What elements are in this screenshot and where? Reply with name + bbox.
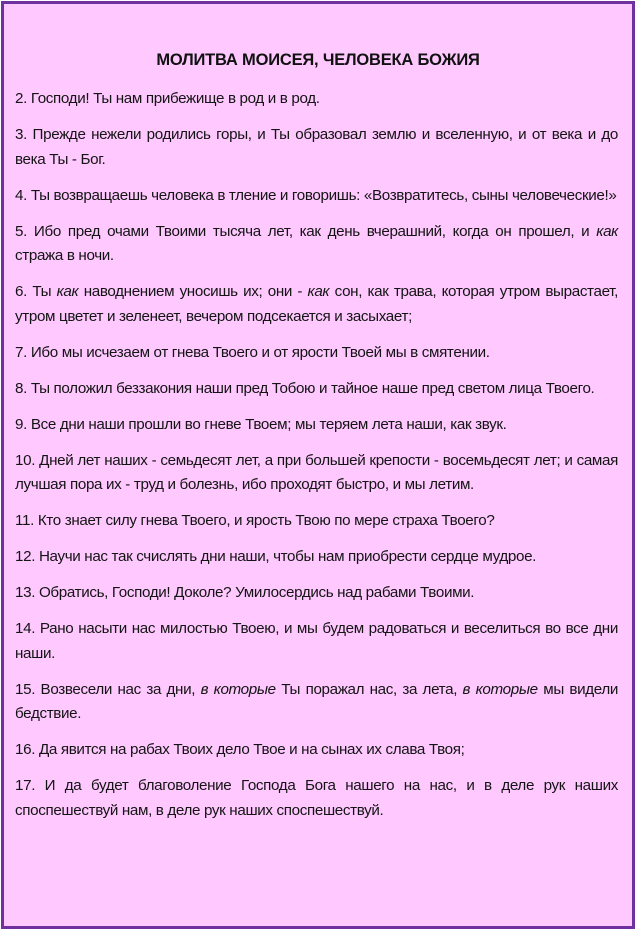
verse-text: Все дни наши прошли во гневе Твоем; мы теряем лета наши, как звук. — [30, 415, 507, 433]
verse-number: 3. — [15, 126, 33, 143]
verse-text: Ты поражал нас, за лета, — [275, 680, 463, 698]
verse-text: Ибо пред очами Твоими тысяча лет, как день вчерашний, когда он прошел, и — [33, 222, 597, 240]
verse-text: Господи! Ты нам прибежище в род и в род. — [30, 90, 320, 107]
verse-text: Ты — [32, 283, 57, 300]
verse-number: 10. — [15, 451, 40, 469]
verse-text: Ибо мы исчезаем от гнева Твоего и от ярости Твоей мы в смятении. — [30, 343, 490, 361]
verse-text: Научи нас так счислять дни наши, чтобы нам приобрести сердце мудрое. — [38, 548, 537, 565]
verse-number: 12. — [15, 548, 39, 565]
verse — [15, 581, 618, 606]
verse-text: Обратись, Господи! Доколе? Умилосердись над рабами Твоими. — [38, 584, 475, 601]
verse-number: 6. — [15, 283, 33, 300]
verse-text-italic: как — [596, 222, 618, 240]
verse — [15, 377, 618, 402]
verse-text: Дней лет наших - семьдесят лет, а при большей крепости - восемьдесят лет; и самая лучшая пора их - труд и болезнь, ибо проходят быстро, и мы летим. — [15, 451, 618, 493]
verse-number: 13. — [15, 584, 39, 601]
prayer-card — [1, 1, 635, 929]
verse-text-italic: как — [56, 283, 79, 300]
verse — [15, 774, 618, 823]
verse-number: 7. — [15, 343, 31, 361]
verse-text: наводнением уносишь их; они - — [78, 283, 308, 300]
verse — [15, 509, 618, 534]
verse-text: Рано насыти нас милостью Твоею, и мы будем радоваться и веселиться во все дни наши. — [15, 620, 618, 662]
verse — [15, 413, 618, 438]
verse — [15, 87, 618, 112]
verse-text: Прежде нежели родились горы, и Ты образовал землю и вселенную, и от века и до века Ты - Бог. — [15, 126, 619, 168]
verse-number: 5. — [15, 222, 34, 240]
verse — [15, 123, 618, 172]
verse-text: И да будет благоволение Господа Бога нашего на нас, и в деле рук наших споспешествуй нам, в деле рук наших споспешествуй. — [15, 777, 618, 819]
verse-number: 9. — [15, 415, 31, 433]
verse — [15, 341, 618, 366]
verse-text-italic: как — [307, 283, 330, 300]
page-title: МОЛИТВА МОИСЕЯ, ЧЕЛОВЕКА БОЖИЯ — [156, 51, 480, 69]
verse-text: мы видели бедствие. — [15, 680, 618, 722]
verse — [15, 220, 618, 269]
verse — [15, 280, 618, 329]
verse — [15, 678, 618, 727]
verse-number: 16. — [15, 741, 39, 758]
verse-text: Ты возвращаешь человека в тление и говоришь: «Возвратитесь, сыны человеческие!» — [30, 186, 617, 204]
verse-number: 8. — [15, 379, 31, 397]
verse — [15, 738, 618, 763]
verse — [15, 617, 618, 666]
verse-text: стража в ночи. — [15, 247, 114, 264]
verse-number: 2. — [15, 90, 31, 107]
verse-text: Да явится на рабах Твоих дело Твое и на сынах их слава Твоя; — [38, 741, 465, 758]
verse — [15, 184, 618, 209]
verse-text: Кто знает силу гнева Твоего, и ярость Твою по мере страха Твоего? — [37, 512, 495, 529]
verse-number: 15. — [15, 680, 41, 698]
verse-number: 14. — [15, 620, 40, 637]
verse-text: Возвесели нас за дни, — [40, 680, 201, 698]
verse-text-italic: в которые — [462, 680, 538, 698]
verse-text-italic: в которые — [200, 680, 276, 698]
verse-number: 17. — [15, 777, 45, 794]
verse-text: сон, как трава, которая утром вырастает, утром цветет и зеленеет, вечером подсекается и засыхает; — [15, 283, 618, 325]
verse-list — [15, 87, 618, 835]
verse-text: Ты положил беззакония наши пред Тобою и тайное наше пред светом лица Твоего. — [30, 379, 595, 397]
verse — [15, 449, 618, 498]
verse-number: 11. — [15, 512, 38, 529]
verse — [15, 545, 618, 570]
verse-number: 4. — [15, 186, 31, 204]
